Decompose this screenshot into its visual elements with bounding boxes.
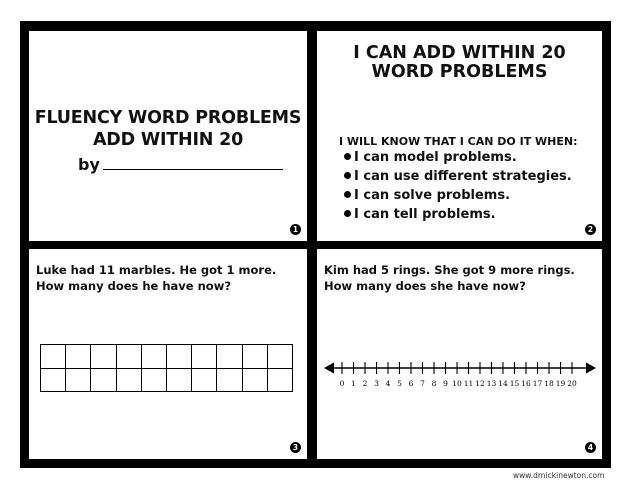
ten-frame-cell xyxy=(217,345,242,369)
ten-frame-cell xyxy=(41,368,66,392)
cover-panel xyxy=(29,31,307,241)
page-number-badge: 2 xyxy=(585,224,596,235)
number-line-ticks xyxy=(342,362,572,374)
number-line-label: 10 xyxy=(452,379,462,388)
page-number-badge: 1 xyxy=(290,224,301,235)
bullet-icon xyxy=(344,210,351,217)
ten-frame-cell xyxy=(66,368,91,392)
number-line-label: 17 xyxy=(532,379,543,388)
cover-title xyxy=(29,107,307,151)
number-line-label: 6 xyxy=(408,379,414,388)
number-line-label: 11 xyxy=(463,379,474,388)
number-line-label: 8 xyxy=(431,379,437,388)
ten-frame-cell xyxy=(116,345,141,369)
criteria-item xyxy=(344,148,572,167)
criteria-text: I can model problems. xyxy=(354,150,517,165)
criteria-list xyxy=(344,148,572,224)
ten-frame-cell xyxy=(166,345,191,369)
criteria-item xyxy=(344,186,572,205)
ten-frame-cell xyxy=(242,368,267,392)
number-line-label: 4 xyxy=(385,379,391,388)
number-line-label: 5 xyxy=(397,379,402,388)
cover-title-line2: ADD WITHIN 20 xyxy=(92,130,244,150)
know-heading: I WILL KNOW THAT I CAN DO IT WHEN: xyxy=(339,135,578,148)
bullet-icon xyxy=(344,172,351,179)
ten-frame-cell xyxy=(267,345,292,369)
website-footer: www.drnickinewton.com xyxy=(513,471,605,480)
criteria-item xyxy=(344,167,572,186)
number-line-label: 19 xyxy=(555,379,566,388)
number-line-labels xyxy=(340,379,577,388)
page-number-badge: 4 xyxy=(585,442,596,453)
goal-title xyxy=(317,44,602,82)
ten-frame-row xyxy=(41,368,293,392)
number-line-label: 1 xyxy=(351,379,356,388)
ten-frame-cell xyxy=(192,368,217,392)
ten-frame-cell xyxy=(267,368,292,392)
number-line-label: 2 xyxy=(362,379,368,388)
number-line-label: 20 xyxy=(567,379,577,388)
number-line-label: 0 xyxy=(339,379,345,388)
problem-text: Kim had 5 rings. She got 9 more rings. How many does she have now? xyxy=(324,263,575,293)
number-line xyxy=(317,354,602,404)
number-line-label: 18 xyxy=(544,379,554,388)
ten-frame-row xyxy=(41,345,293,369)
goal-title-line2: WORD PROBLEMS xyxy=(371,62,548,82)
ten-frame-cell xyxy=(217,368,242,392)
number-line-label: 13 xyxy=(486,379,497,388)
ten-frame-cell xyxy=(242,345,267,369)
ten-frame-cell xyxy=(116,368,141,392)
marbles-problem-panel xyxy=(29,249,307,459)
ten-frame-cell xyxy=(91,345,116,369)
ten-frame-cell xyxy=(91,368,116,392)
ten-frame-cell xyxy=(166,368,191,392)
bullet-icon xyxy=(344,191,351,198)
number-line-label: 15 xyxy=(509,379,520,388)
ten-frame-cell xyxy=(192,345,217,369)
number-line-label: 9 xyxy=(443,379,448,388)
bullet-icon xyxy=(344,153,351,160)
number-line-label: 7 xyxy=(420,379,425,388)
ten-frame-cell xyxy=(141,345,166,369)
rings-problem-panel xyxy=(317,249,602,459)
number-line-label: 12 xyxy=(475,379,485,388)
ten-frame-cell xyxy=(66,345,91,369)
number-line-label: 16 xyxy=(521,379,531,388)
cover-title-line1: FLUENCY WORD PROBLEMS xyxy=(34,108,302,128)
name-blank-line xyxy=(103,169,283,170)
worksheet-sheet xyxy=(20,21,611,468)
criteria-text: I can tell problems. xyxy=(354,207,496,222)
ten-frame-cell xyxy=(41,345,66,369)
criteria-text: I can use different strategies. xyxy=(354,169,572,184)
criteria-item xyxy=(344,205,572,224)
ten-frame-grid xyxy=(40,344,293,392)
problem-text: Luke had 11 marbles. He got 1 more. How many does he have now? xyxy=(36,263,277,293)
ten-frame-cell xyxy=(141,368,166,392)
criteria-text: I can solve problems. xyxy=(354,188,511,203)
number-line-label: 14 xyxy=(498,379,508,388)
page-number-badge: 3 xyxy=(290,442,301,453)
by-label: by xyxy=(78,155,100,174)
goal-title-line1: I CAN ADD WITHIN 20 xyxy=(353,43,566,63)
right-arrow-icon xyxy=(586,363,596,374)
left-arrow-icon xyxy=(324,363,334,374)
goal-panel xyxy=(317,31,602,241)
number-line-label: 3 xyxy=(374,379,379,388)
